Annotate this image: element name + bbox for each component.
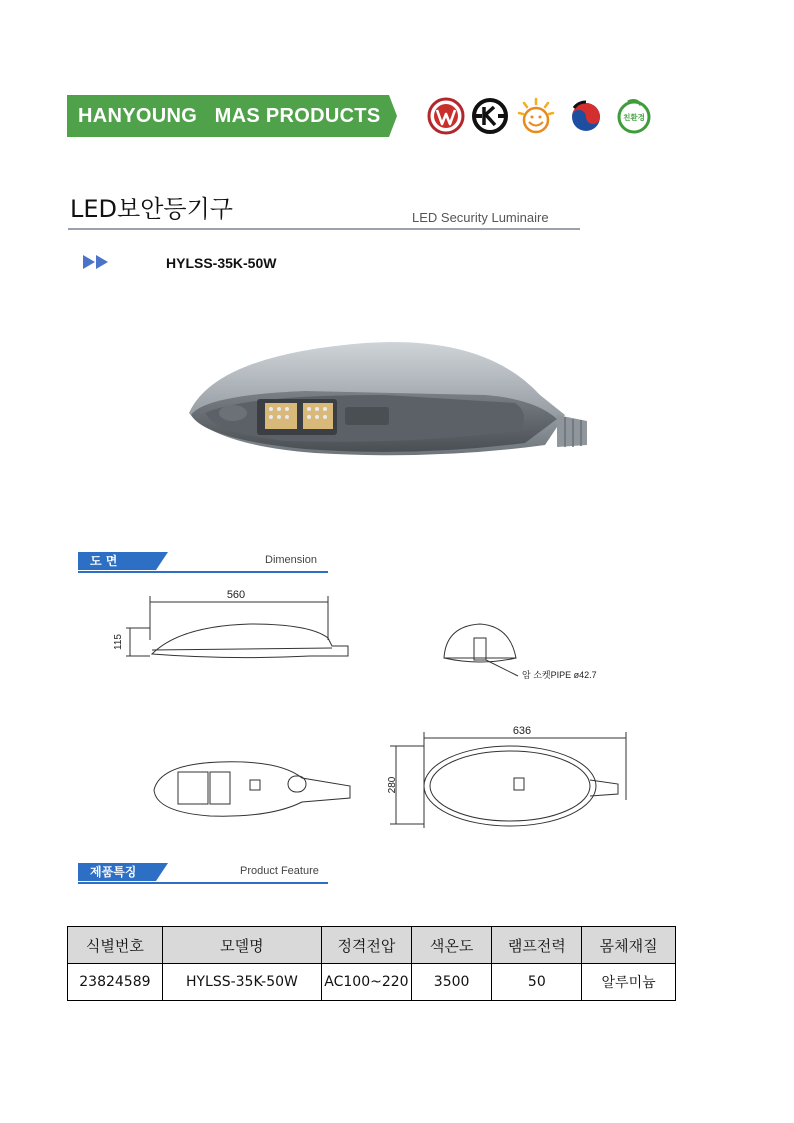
top-height-label: 280 — [387, 776, 398, 794]
cell-id: 23824589 — [68, 964, 163, 1001]
spec-table — [67, 926, 676, 1001]
safety-mark-icon — [426, 96, 466, 136]
dimension-label-en: Dimension — [265, 554, 317, 566]
header-cell-power: 램프전력 — [492, 927, 582, 964]
model-name: HYLSS-35K-50W — [166, 255, 277, 271]
eco-mark-icon — [614, 96, 654, 136]
dimension-drawing — [70, 580, 650, 844]
brand-banner — [67, 95, 397, 137]
feature-section-header — [78, 863, 328, 885]
table-header-row — [68, 927, 676, 964]
table-row — [68, 964, 676, 1001]
feature-label-en: Product Feature — [240, 865, 319, 877]
feature-rule — [78, 882, 328, 884]
dimension-rule — [78, 571, 328, 573]
title-divider — [68, 228, 580, 230]
kc-mark-icon — [470, 96, 510, 136]
cell-material: 알루미늄 — [582, 964, 676, 1001]
product-photo — [185, 335, 595, 479]
double-arrow-icon — [83, 254, 111, 273]
cell-power: 50 — [492, 964, 582, 1001]
header-cell-color-temp: 색온도 — [411, 927, 492, 964]
socket-note: 암 소켓PIPE ø42.7 — [522, 670, 597, 680]
header-cell-voltage: 정격전압 — [322, 927, 412, 964]
header-cell-id: 식별번호 — [68, 927, 163, 964]
top-width-label: 636 — [512, 725, 532, 737]
eco-mark-label: 친환경 — [623, 113, 645, 122]
cell-voltage: AC100~220 — [322, 964, 412, 1001]
feature-tab: 제품특징 — [78, 863, 156, 881]
cell-model: HYLSS-35K-50W — [162, 964, 321, 1001]
page-subtitle: LED Security Luminaire — [412, 210, 549, 225]
korea-mark-icon — [566, 96, 606, 136]
cell-color-temp: 3500 — [411, 964, 492, 1001]
side-width-label: 560 — [226, 589, 246, 601]
header-cell-material: 몸체재질 — [582, 927, 676, 964]
header-cell-model: 모델명 — [162, 927, 321, 964]
energy-mark-icon — [516, 96, 556, 136]
brand-name: HANYOUNG MAS PRODUCTS — [78, 105, 381, 127]
page-title: LED보안등기구 — [70, 195, 233, 223]
dimension-section-header — [78, 552, 328, 574]
dimension-tab: 도 면 — [78, 552, 156, 570]
side-height-label: 115 — [113, 634, 124, 650]
